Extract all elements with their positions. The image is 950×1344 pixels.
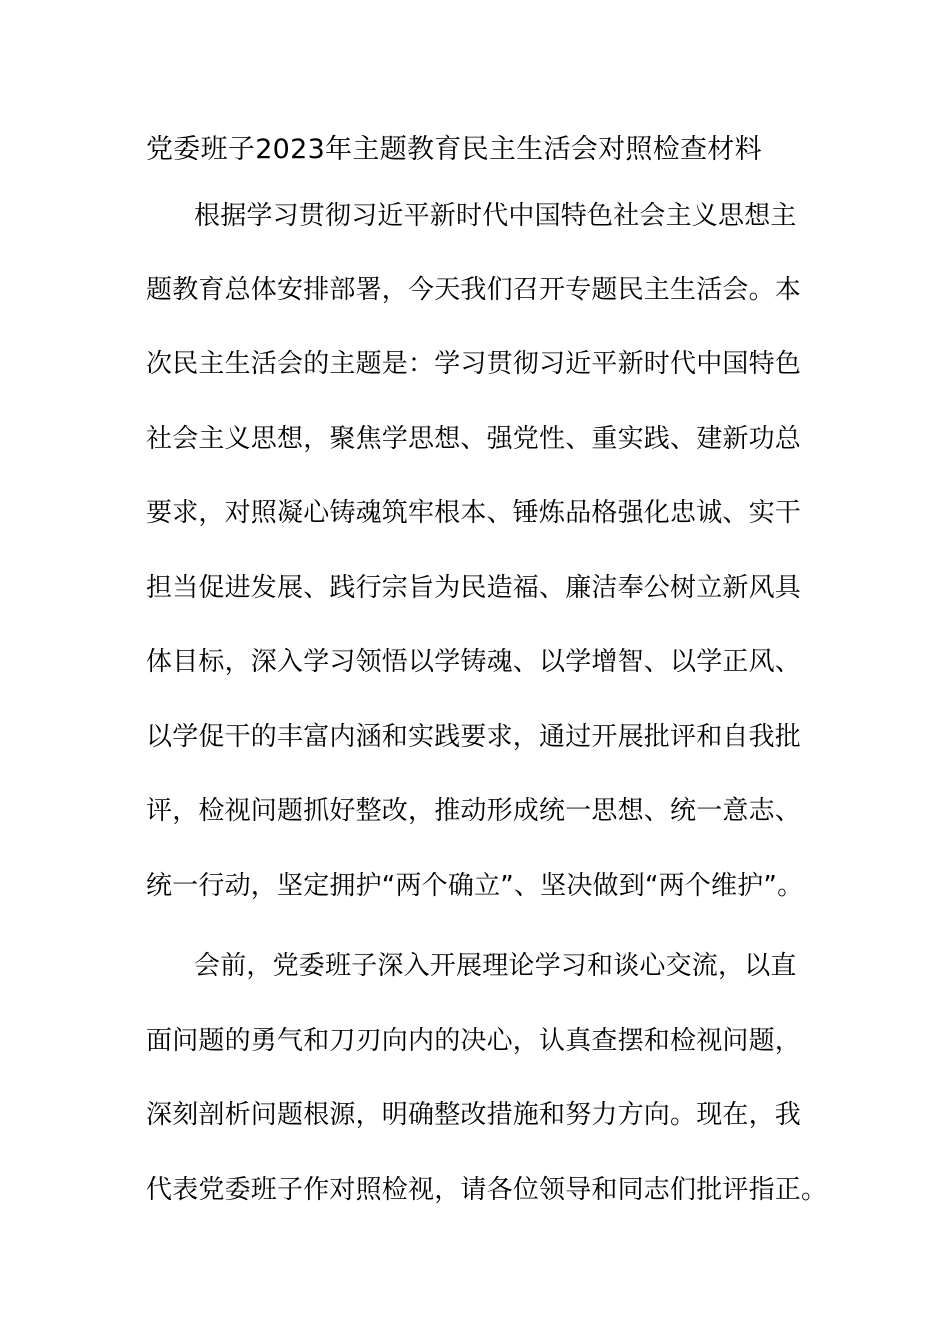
document-title: 党委班子2023年主题教育民主生活会对照检查材料	[146, 134, 762, 165]
paragraph-1-line-4: 社会主义思想，聚焦学思想、强党性、重实践、建新功总	[146, 424, 802, 454]
paragraph-1-line-6: 担当促进发展、践行宗旨为民造福、廉洁奉公树立新风具	[146, 573, 802, 603]
paragraph-2-line-2: 面问题的勇气和刀刃向内的决心，认真查摆和检视问题，	[146, 1026, 802, 1056]
paragraph-1-line-10: 统一行动，坚定拥护“两个确立”、坚决做到“两个维护”。	[146, 871, 804, 901]
paragraph-1-line-3: 次民主生活会的主题是：学习贯彻习近平新时代中国特色	[146, 349, 802, 379]
paragraph-2-line-4: 代表党委班子作对照检视，请各位领导和同志们批评指正。	[146, 1175, 828, 1205]
paragraph-2-line-3: 深刻剖析问题根源，明确整改措施和努力方向。现在，我	[146, 1100, 802, 1130]
paragraph-1-line-7: 体目标，深入学习领悟以学铸魂、以学增智、以学正风、	[146, 647, 802, 677]
paragraph-1-line-9: 评，检视问题抓好整改，推动形成统一思想、统一意志、	[146, 796, 802, 826]
paragraph-1-line-8: 以学促干的丰富内涵和实践要求，通过开展批评和自我批	[146, 722, 802, 752]
paragraph-1-line-5: 要求，对照凝心铸魂筑牢根本、锤炼品格强化忠诚、实干	[146, 498, 802, 528]
paragraph-1-line-2: 题教育总体安排部署，今天我们召开专题民主生活会。本	[146, 275, 802, 305]
paragraph-1-line-1: 根据学习贯彻习近平新时代中国特色社会主义思想主	[194, 201, 797, 231]
paragraph-2-line-1: 会前，党委班子深入开展理论学习和谈心交流，以直	[194, 951, 797, 981]
